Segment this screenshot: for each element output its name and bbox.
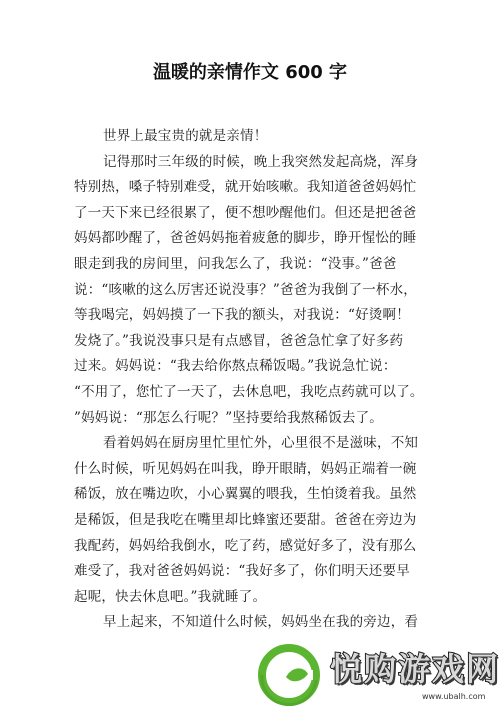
watermark-url: www.ubalh.com xyxy=(422,692,486,701)
text-line: 说：“咳嗽的这么厉害还说没事？”爸爸为我倒了一杯水， xyxy=(74,281,418,298)
text-line: 记得那时三年级的时候，晚上我突然发起高烧，浑身 xyxy=(103,153,419,170)
g-leaf-logo-icon xyxy=(258,644,320,706)
text-line: 什么时候，听见妈妈在叫我，睁开眼睛，妈妈正端着一碗 xyxy=(74,460,417,477)
text-line: 世界上最宝贵的就是亲情！ xyxy=(103,128,268,144)
text-line: 等我喝完，妈妈摸了一下我的额头，对我说：“好烫啊！ xyxy=(74,307,410,324)
watermark-brand: 悦购游戏网 xyxy=(330,650,500,688)
text-line: 稀饭，放在嘴边吹，小心翼翼的喂我，生怕烫着我。虽然 xyxy=(74,486,417,503)
text-line: 早上起来，不知道什么时候，妈妈坐在我的旁边，看 xyxy=(103,614,419,631)
text-line: 眼走到我的房间里，问我怎么了，我说：“没事。”爸爸 xyxy=(74,255,397,272)
document-title: 温暖的亲情作文 600 字 xyxy=(152,62,348,83)
document-body xyxy=(74,124,436,636)
text-line: 看着妈妈在厨房里忙里忙外，心里很不是滋味，不知 xyxy=(103,435,419,452)
text-line: 过来。妈妈说：“我去给你熬点稀饭喝。”我说急忙说： xyxy=(74,358,397,375)
text-line: 特别热，嗓子特别难受，就开始咳嗽。我知道爸爸妈妈忙 xyxy=(74,179,417,196)
text-line: 难受了，我对爸爸妈妈说：“我好多了，你们明天还要早 xyxy=(74,563,410,580)
text-line: ”妈妈说：“那怎么行呢？”坚持要给我熬稀饭去了。 xyxy=(74,409,384,426)
text-line: 了一天下来已经很累了，便不想吵醒他们。但还是把爸爸 xyxy=(74,204,417,221)
text-line: 起呢，快去休息吧。”我就睡了。 xyxy=(74,588,267,605)
site-watermark xyxy=(246,640,500,708)
text-line: 妈妈都吵醒了，爸爸妈妈拖着疲惫的脚步，睁开惺忪的睡 xyxy=(74,230,417,247)
text-line: 发烧了。”我说没事只是有点感冒，爸爸急忙拿了好多药 xyxy=(74,332,404,349)
text-line: 我配药，妈妈给我倒水，吃了药，感觉好多了，没有那么 xyxy=(74,537,417,554)
text-line: “不用了，您忙了一天了，去休息吧，我吃点药就可以了。 xyxy=(74,383,424,400)
text-line: 是稀饭，但是我吃在嘴里却比蜂蜜还要甜。爸爸在旁边为 xyxy=(74,511,417,528)
